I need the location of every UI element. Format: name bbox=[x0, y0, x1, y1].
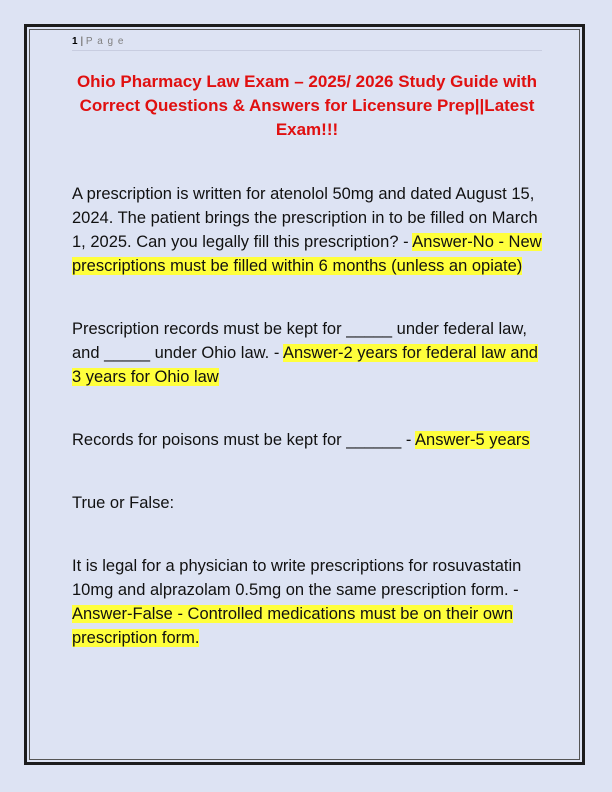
qa-item bbox=[72, 428, 542, 452]
page-separator: | bbox=[77, 36, 86, 47]
qa-item bbox=[72, 182, 542, 278]
qa-item bbox=[72, 317, 542, 389]
qa-list bbox=[72, 182, 542, 689]
qa-item bbox=[72, 491, 542, 515]
qa-item bbox=[72, 554, 542, 650]
answer-text: Answer-No - New prescriptions must be filled within 6 months (unless an opiate) bbox=[72, 233, 542, 275]
answer-text: Answer-2 years for federal law and 3 years for Ohio law bbox=[72, 344, 538, 386]
question-text: Records for poisons must be kept for ______ - bbox=[72, 431, 416, 449]
answer-text: Answer-5 years bbox=[415, 431, 530, 449]
document-title: Ohio Pharmacy Law Exam – 2025/ 2026 Study Guide with Correct Questions & Answers for Licensure Prep||Latest Exam!!! bbox=[76, 72, 538, 139]
answer-text: Answer-False - Controlled medications must be on their own prescription form. bbox=[72, 605, 514, 647]
question-text: A prescription is written for atenolol 50mg and dated August 15, 2024. The patient brings the prescription in to be filled on March 1, 2025. Can you legally fill this prescription? - bbox=[72, 185, 538, 251]
question-text: True or False: bbox=[72, 494, 175, 512]
question-text: It is legal for a physician to write prescriptions for rosuvastatin 10mg and alprazolam 0.5mg on the same prescription form. - bbox=[72, 557, 522, 599]
page-header bbox=[72, 36, 542, 51]
page-word: P a g e bbox=[85, 36, 125, 47]
page-number: 1 bbox=[72, 36, 78, 47]
question-text: Prescription records must be kept for _____ under federal law, and _____ under Ohio law. - bbox=[72, 320, 527, 362]
